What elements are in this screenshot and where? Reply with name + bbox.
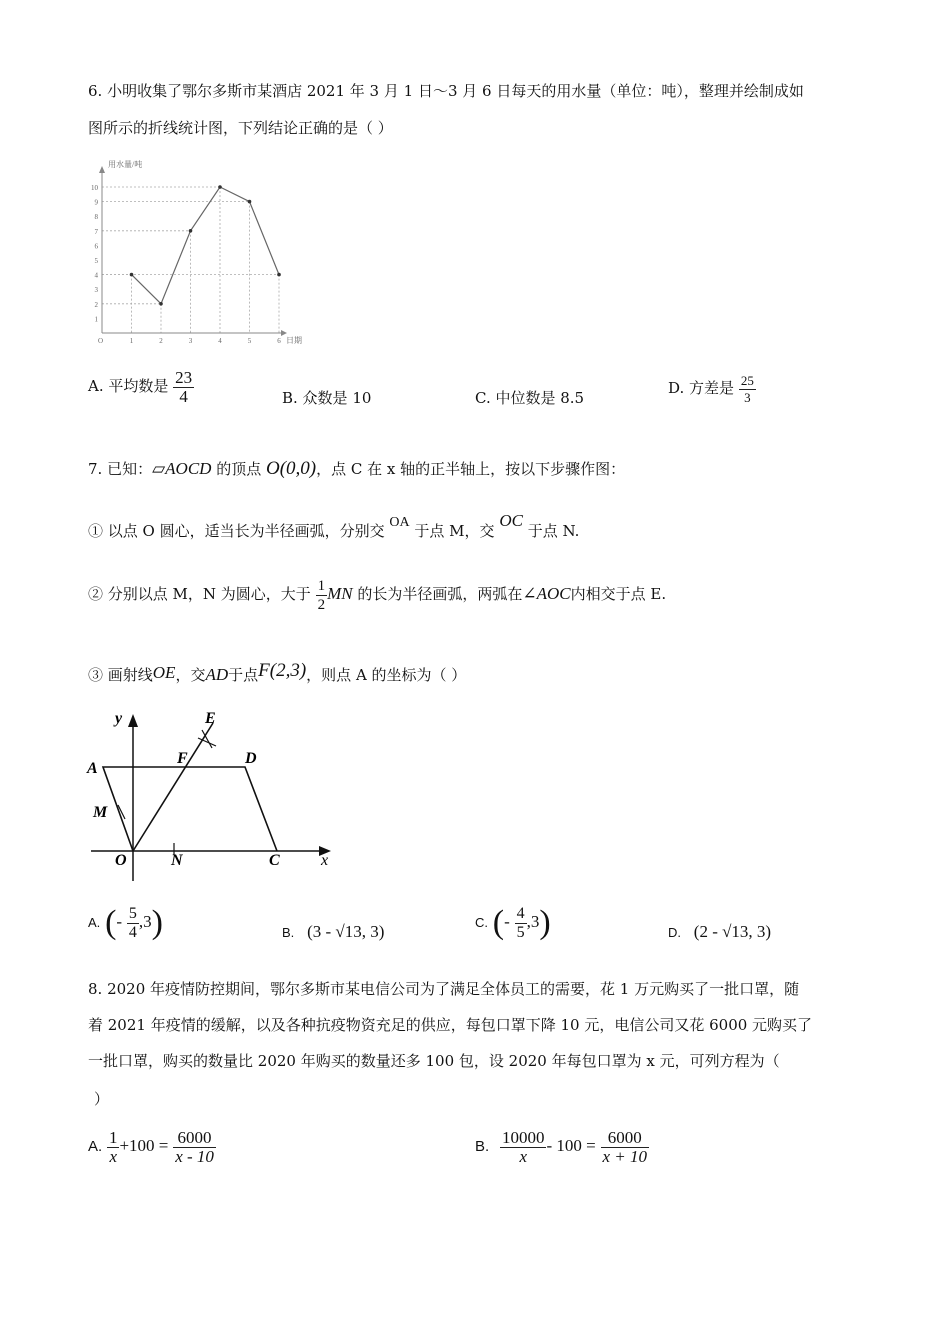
- q7-step3-c: 于点: [228, 666, 259, 684]
- q7-intro-point: O(0,0): [266, 458, 317, 479]
- q7-option-d-label: D.: [668, 925, 681, 940]
- chart-points: [130, 185, 281, 305]
- y-tick-label: 2: [94, 300, 98, 309]
- q8-line4: ）: [94, 1090, 110, 1108]
- q8-option-a-num2: 6000: [173, 1129, 216, 1148]
- q7-step3-ad: AD: [205, 665, 229, 684]
- q7-step1-a: ① 以点 O 圆心，适当长为半径画弧，分别交: [88, 522, 385, 540]
- ray-oe: [133, 723, 213, 851]
- q7-step2-den: 2: [317, 596, 326, 613]
- label-x: x: [321, 852, 329, 869]
- q7-option-a-tail: ,3: [138, 912, 152, 931]
- q8-option-a-frac2: [173, 1129, 216, 1166]
- x-axis-label: 日期: [286, 336, 302, 345]
- q7-step3: [88, 660, 467, 686]
- q8-option-b: [475, 1120, 649, 1172]
- q7-option-a-sign: -: [116, 912, 123, 931]
- data-point: [248, 200, 252, 204]
- q8-option-a: [88, 1120, 216, 1172]
- y-tick-label: 8: [94, 213, 98, 222]
- x-tick-label: 6: [277, 337, 281, 345]
- q8-option-a-frac1: [107, 1129, 120, 1166]
- label-o: O: [115, 852, 127, 869]
- x-tick-label: 1: [129, 337, 134, 345]
- q8-option-a-den1: x: [109, 1146, 117, 1166]
- y-axis-arrow: [99, 166, 105, 173]
- y-tick-label: 5: [94, 257, 98, 265]
- q7-geometry-figure: [85, 705, 345, 885]
- q6-option-a-fraction: [173, 369, 194, 406]
- q7-option-b-value: (3 - √13, 3): [307, 922, 385, 941]
- q7-option-c-lparen: (: [492, 904, 505, 941]
- x-tick-label: 4: [218, 337, 222, 345]
- q7-option-a-den: 4: [128, 923, 137, 941]
- q7-step3-f: F(2,3): [258, 660, 307, 681]
- x-tick-label: 2: [159, 337, 163, 345]
- q7-option-a-lparen: (: [105, 904, 117, 941]
- q7-option-a: [88, 896, 163, 948]
- data-point: [159, 302, 163, 306]
- label-f: F: [177, 750, 188, 767]
- q8-option-b-frac2: [601, 1129, 650, 1166]
- series-line: [132, 187, 280, 304]
- parallelogram-aocd: [103, 767, 277, 851]
- q7-option-b: [282, 922, 384, 942]
- y-tick-label: 7: [94, 227, 98, 236]
- q7-intro-a: 7. 已知：: [88, 460, 153, 478]
- q7-step2-num: 1: [317, 577, 326, 594]
- q7-step3-d: ，则点 A 的坐标为（ ）: [306, 666, 467, 684]
- q6-option-a: [88, 362, 194, 410]
- label-c: C: [269, 852, 280, 869]
- data-point: [218, 185, 222, 189]
- y-tick-label: 3: [94, 286, 98, 295]
- q6-option-d: [668, 364, 756, 412]
- label-a: A: [87, 760, 98, 777]
- y-tick-label: 4: [94, 271, 98, 280]
- data-point: [277, 273, 281, 277]
- label-e: E: [205, 710, 216, 727]
- q8-option-b-num1: 10000: [501, 1127, 545, 1147]
- q8-option-b-num2: 6000: [601, 1129, 650, 1148]
- q7-option-a-label: A.: [88, 915, 101, 930]
- q7-intro: [88, 458, 625, 480]
- q6-option-a-num: 23: [175, 367, 193, 387]
- q7-option-c-tail: ,3: [526, 912, 540, 931]
- q7-step2-fraction: [316, 577, 328, 614]
- q7-step1-c: 于点 N.: [527, 522, 580, 540]
- q7-option-c-den: 5: [516, 923, 525, 941]
- q7-option-c-sign: -: [504, 912, 510, 931]
- q8-line1: 8. 2020 年疫情防控期间，鄂尔多斯市某电信公司为了满足全体员工的需要，花 1 万元购买了一批口罩，随: [88, 980, 800, 998]
- q6-option-d-fraction: [739, 373, 756, 406]
- q6-option-d-den: 3: [744, 389, 751, 405]
- label-y: y: [115, 710, 123, 727]
- q7-option-c: [475, 896, 551, 948]
- data-point: [130, 273, 134, 277]
- y-tick-label: 9: [94, 198, 98, 207]
- q8-option-b-mid: - 100 =: [546, 1136, 596, 1155]
- q8-option-b-label: B.: [475, 1138, 490, 1155]
- fig-y-arrow: [128, 714, 138, 727]
- q7-step2-c: 内相交于点 E.: [570, 585, 667, 603]
- label-n: N: [171, 852, 183, 869]
- q8-option-a-den2: x - 10: [175, 1146, 214, 1166]
- q8-line3: 一批口罩，购买的数量比 2020 年购买的数量还多 100 包，设 2020 年每包口罩为 x 元，可列方程为（: [88, 1052, 780, 1070]
- q7-step2-b: 的长为半径画弧，两弧在: [357, 585, 523, 603]
- q7-step1-oc: OC: [499, 511, 523, 530]
- q6-line-chart: [86, 155, 316, 350]
- q8-option-b-den2: x + 10: [602, 1146, 648, 1166]
- q7-intro-b: 的顶点: [211, 460, 266, 478]
- q8-option-b-frac1: [500, 1129, 547, 1166]
- q7-option-d-value: (2 - √13, 3): [693, 922, 772, 941]
- label-d: D: [245, 750, 257, 767]
- q7-step2-a: ② 分别以点 M，N 为圆心，大于: [88, 585, 311, 603]
- q6-option-a-den: 4: [179, 386, 188, 406]
- q7-option-a-num: 5: [128, 904, 137, 922]
- q6-option-c: C. 中位数是 8.5: [475, 389, 585, 407]
- q6-option-b: B. 众数是 10: [282, 389, 372, 407]
- y-tick-label: 1: [94, 315, 98, 324]
- x-tick-label: 5: [247, 337, 252, 345]
- q6-line2: 图所示的折线统计图，下列结论正确的是（ ）: [88, 119, 393, 137]
- q7-option-d: [668, 922, 771, 942]
- q7-step2-angle: ∠AOC: [522, 584, 571, 603]
- q6-option-d-label: D. 方差是: [668, 379, 735, 397]
- q7-step3-a: ③ 画射线: [88, 666, 153, 684]
- q6-option-a-label: A. 平均数是: [88, 377, 169, 395]
- y-axis-label: 用水量/吨: [108, 160, 143, 169]
- q8-option-a-mid: +100 =: [119, 1136, 169, 1155]
- q6-option-d-num: 25: [740, 372, 754, 388]
- x-tick-label: 3: [188, 337, 193, 345]
- data-point: [189, 229, 193, 233]
- label-m: M: [93, 804, 108, 821]
- q7-intro-shape: ▱AOCD: [152, 459, 212, 478]
- q7-step1-oa: OA: [389, 515, 410, 530]
- q7-option-c-label: C.: [475, 915, 488, 930]
- q7-option-c-fraction: [515, 905, 527, 942]
- origin-label: O: [98, 337, 104, 345]
- q8-option-a-label: A.: [88, 1138, 103, 1155]
- q7-option-a-rparen: ): [151, 904, 163, 941]
- q7-step1-b: 于点 M，交: [414, 522, 495, 540]
- q7-step3-b: ，交: [175, 666, 206, 684]
- q6-line1: 6. 小明收集了鄂尔多斯市某酒店 2021 年 3 月 1 日～3 月 6 日每天的用水量（单位：吨），整理并绘制成如: [88, 82, 804, 100]
- q7-step1: [88, 511, 580, 541]
- q8-option-b-den1: x: [519, 1146, 527, 1166]
- y-tick-label: 6: [94, 242, 98, 251]
- q7-option-c-rparen: ): [539, 904, 551, 941]
- q8-option-a-num1: 1: [108, 1127, 118, 1147]
- q7-step3-oe: OE: [152, 663, 176, 682]
- q7-option-a-fraction: [127, 905, 139, 942]
- q7-option-b-label: B.: [282, 925, 295, 940]
- q8-line2: 着 2021 年疫情的缓解，以及各种抗疫物资充足的供应，每包口罩下降 10 元，电信公司又花 6000 元购买了: [88, 1016, 813, 1034]
- q7-intro-c: ，点 C 在 x 轴的正半轴上，按以下步骤作图：: [316, 460, 626, 478]
- q7-option-c-num: 4: [516, 904, 525, 922]
- y-tick-label: 10: [91, 184, 98, 192]
- q7-step2-mn: MN: [327, 584, 353, 603]
- q7-step2: [88, 570, 666, 618]
